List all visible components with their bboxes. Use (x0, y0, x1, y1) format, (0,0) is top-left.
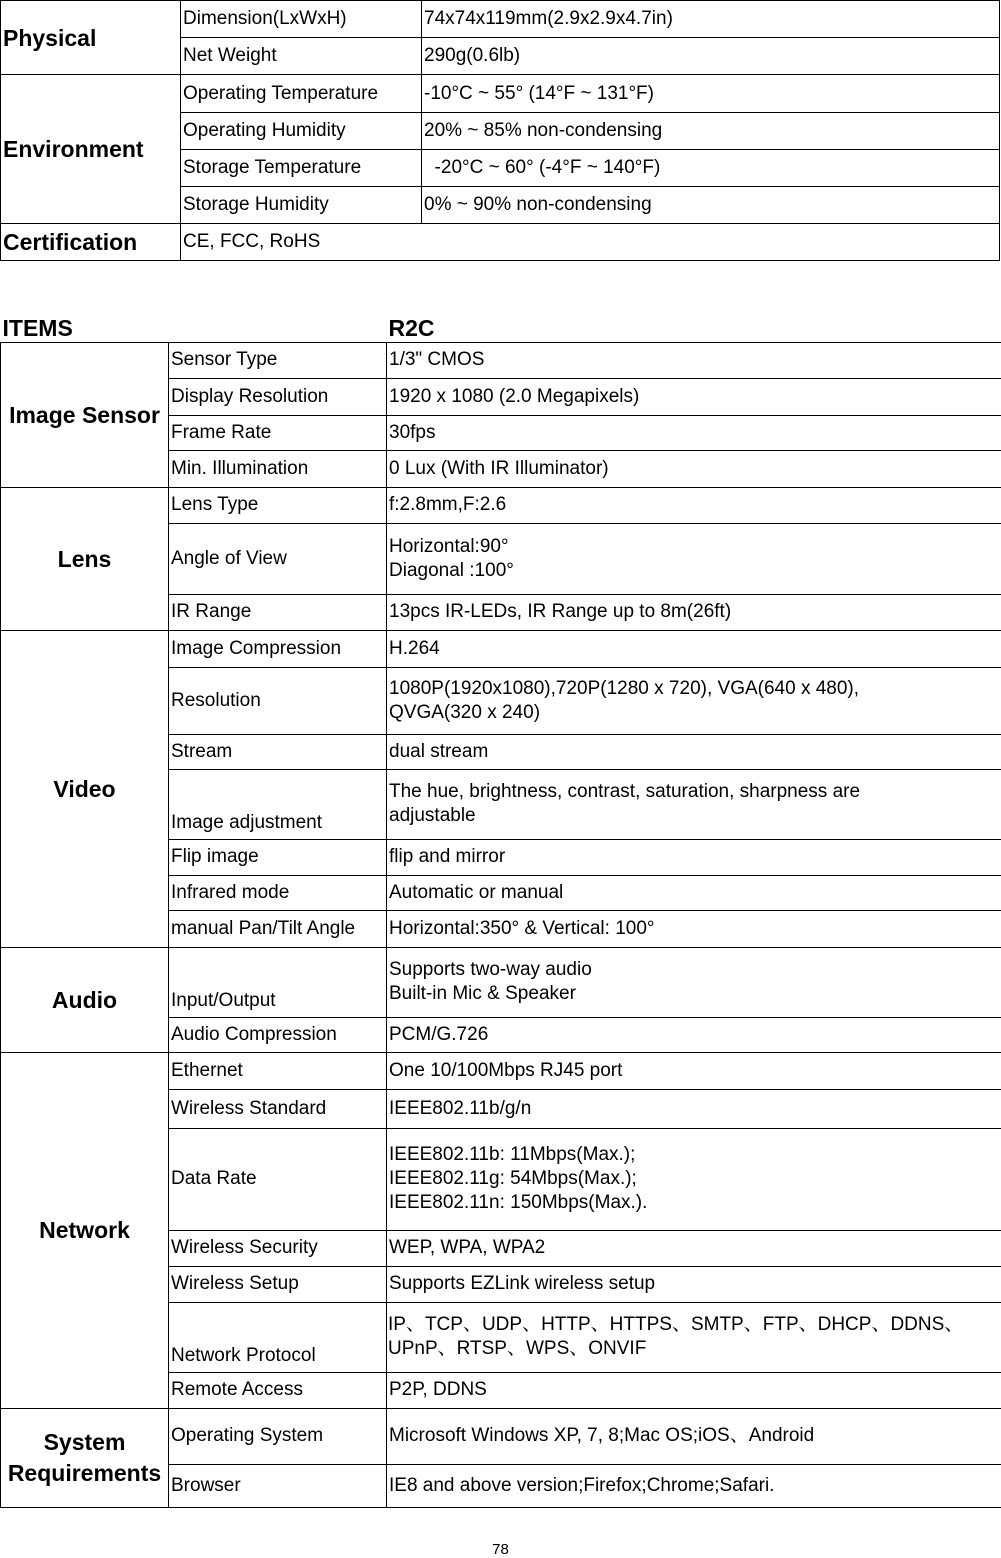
spec-value: CE, FCC, RoHS (181, 224, 1000, 261)
spec-label: Frame Rate (169, 415, 387, 450)
spec-label: Angle of View (169, 523, 387, 594)
spec-label: Wireless Setup (169, 1266, 387, 1302)
spec-value: -20°C ~ 60° (-4°F ~ 140°F) (422, 150, 1000, 187)
spec-value (387, 947, 1001, 1017)
spec-label: Storage Temperature (181, 150, 422, 187)
page-number: 78 (0, 1541, 1001, 1558)
value-line: IEEE802.11g: 54Mbps(Max.); (389, 1167, 1001, 1191)
spec-label: Audio Compression (169, 1017, 387, 1052)
value-line: QVGA(320 x 240) (389, 701, 1001, 725)
spec-value (387, 1302, 1001, 1372)
spec-label: Ethernet (169, 1052, 387, 1089)
value-line: UPnP、RTSP、WPS、ONVIF (388, 1337, 1001, 1361)
spec-label: Stream (169, 734, 387, 769)
spec-value: 13pcs IR-LEDs, IR Range up to 8m(26ft) (387, 594, 1001, 630)
spec-label: Browser (169, 1464, 387, 1507)
spec-label: Wireless Security (169, 1230, 387, 1266)
value-line: Horizontal:90° (389, 535, 1001, 559)
spec-label: Net Weight (181, 38, 422, 75)
header-model: R2C (387, 293, 1001, 342)
spec-value: dual stream (387, 734, 1001, 769)
value-line: Diagonal :100° (389, 559, 1001, 583)
spec-label: Storage Humidity (181, 187, 422, 224)
group-lens: Lens (1, 487, 169, 630)
value-line: The hue, brightness, contrast, saturation, sharpness are (389, 780, 1001, 804)
spec-value: WEP, WPA, WPA2 (387, 1230, 1001, 1266)
spec-label: Flip image (169, 839, 387, 875)
spec-label: Dimension(LxWxH) (181, 1, 422, 38)
spec-value: 0 Lux (With IR Illuminator) (387, 450, 1001, 487)
spec-value (387, 1128, 1001, 1230)
spec-label: manual Pan/Tilt Angle (169, 910, 387, 947)
spec-value: One 10/100Mbps RJ45 port (387, 1052, 1001, 1089)
spec-label: Operating Temperature (181, 75, 422, 113)
spec-value: Supports EZLink wireless setup (387, 1266, 1001, 1302)
spec-value: IE8 and above version;Firefox;Chrome;Safari. (387, 1464, 1001, 1507)
spec-label: Image Compression (169, 630, 387, 667)
value-line: Supports two-way audio (389, 958, 1001, 982)
group-line: Requirements (1, 1458, 168, 1489)
spec-label: Operating Humidity (181, 113, 422, 150)
spec-value: 30fps (387, 415, 1001, 450)
spec-label: Image adjustment (169, 769, 387, 839)
spec-label: Sensor Type (169, 342, 387, 378)
spec-value (387, 769, 1001, 839)
spec-label: Remote Access (169, 1372, 387, 1408)
spec-value: 74x74x119mm(2.9x2.9x4.7in) (422, 1, 1000, 38)
spec-value: 1/3" CMOS (387, 342, 1001, 378)
spec-label: Resolution (169, 667, 387, 734)
value-line: IP、TCP、UDP、HTTP、HTTPS、SMTP、FTP、DHCP、DDNS、 (388, 1313, 1001, 1337)
spec-label: Min. Illumination (169, 450, 387, 487)
group-environment: Environment (1, 75, 181, 224)
spec-value: Microsoft Windows XP, 7, 8;Mac OS;iOS、Android (387, 1408, 1001, 1464)
spec-value: PCM/G.726 (387, 1017, 1001, 1052)
spec-table-physical-environment (0, 0, 1000, 261)
spec-value: 1920 x 1080 (2.0 Megapixels) (387, 378, 1001, 415)
spec-value: -10°C ~ 55° (14°F ~ 131°F) (422, 75, 1000, 113)
spec-value: 20% ~ 85% non-condensing (422, 113, 1000, 150)
spec-table-r2c (0, 293, 1001, 1508)
value-line: 1080P(1920x1080),720P(1280 x 720), VGA(640 x 480), (389, 677, 1001, 701)
value-line: IEEE802.11b: 11Mbps(Max.); (389, 1143, 1001, 1167)
spec-label: Infrared mode (169, 875, 387, 910)
spec-value (387, 523, 1001, 594)
spec-value: H.264 (387, 630, 1001, 667)
group-certification: Certification (1, 224, 181, 261)
spec-value: f:2.8mm,F:2.6 (387, 487, 1001, 523)
value-line: adjustable (389, 804, 1001, 828)
spec-label: Network Protocol (169, 1302, 387, 1372)
group-system-requirements (1, 1408, 169, 1507)
value-line: Built-in Mic & Speaker (389, 982, 1001, 1006)
group-image-sensor: Image Sensor (1, 342, 169, 487)
spec-label: Wireless Standard (169, 1089, 387, 1128)
spec-value: IEEE802.11b/g/n (387, 1089, 1001, 1128)
spec-value: P2P, DDNS (387, 1372, 1001, 1408)
group-video: Video (1, 630, 169, 947)
spec-value: 0% ~ 90% non-condensing (422, 187, 1000, 224)
value-line: IEEE802.11n: 150Mbps(Max.). (389, 1191, 1001, 1215)
spec-label: IR Range (169, 594, 387, 630)
header-items: ITEMS (1, 293, 387, 342)
spec-value: 290g(0.6lb) (422, 38, 1000, 75)
spec-value (387, 667, 1001, 734)
spec-label: Data Rate (169, 1128, 387, 1230)
spec-label: Input/Output (169, 947, 387, 1017)
spec-label: Display Resolution (169, 378, 387, 415)
spec-value: Horizontal:350° & Vertical: 100° (387, 910, 1001, 947)
spec-label: Operating System (169, 1408, 387, 1464)
group-audio: Audio (1, 947, 169, 1052)
group-physical: Physical (1, 1, 181, 75)
spec-value: Automatic or manual (387, 875, 1001, 910)
group-network: Network (1, 1052, 169, 1408)
group-line: System (1, 1427, 168, 1458)
spec-value: flip and mirror (387, 839, 1001, 875)
spec-label: Lens Type (169, 487, 387, 523)
